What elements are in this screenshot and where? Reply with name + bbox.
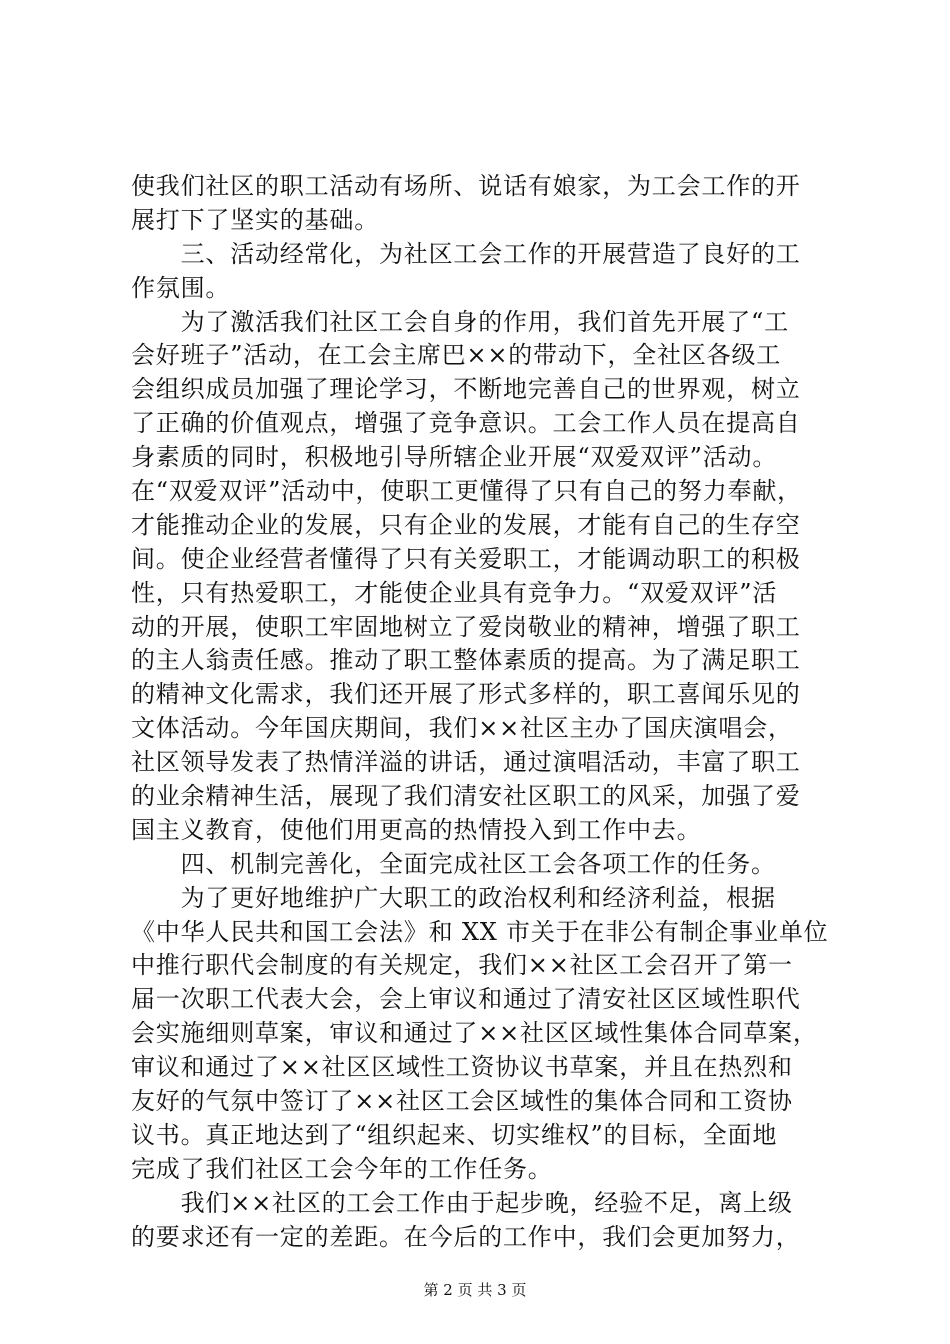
text-line: 才能推动企业的发展，只有企业的发展，才能有自己的生存空 — [131, 510, 801, 539]
page-number-footer: 第 2 页 共 3 页 — [423, 1281, 527, 1299]
text-line: 文体活动。今年国庆期间，我们××社区主办了国庆演唱会， — [131, 714, 793, 743]
text-line: 完成了我们社区工会今年的工作任务。 — [131, 1154, 553, 1183]
text-line: 使我们社区的职工活动有场所、说话有娘家，为工会工作的开 — [131, 172, 801, 200]
text-line: 性，只有热爱职工，才能使企业具有竞争力。“双爱双评”活 — [131, 578, 778, 607]
text-line: 的要求还有一定的差距。在今后的工作中，我们会更加努力， — [131, 1222, 801, 1251]
text-line: 议书。真正地达到了“组织起来、切实维权”的目标，全面地 — [131, 1120, 778, 1149]
body-text — [131, 170, 831, 1255]
text-line: 的精神文化需求，我们还开展了形式多样的，职工喜闻乐见的 — [131, 680, 801, 709]
text-line: 我们××社区的工会工作由于起步晚，经验不足，离上级 — [131, 1188, 793, 1217]
text-line: 中推行职代会制度的有关规定，我们××社区工会召开了第一 — [131, 951, 793, 980]
text-line: 社区领导发表了热情洋溢的讲话，通过演唱活动，丰富了职工 — [131, 748, 801, 777]
text-line: 会组织成员加强了理论学习，不断地完善自己的世界观，树立 — [131, 375, 801, 404]
text-line: 四、机制完善化，全面完成社区工会各项工作的任务。 — [131, 849, 776, 878]
text-line: 间。使企业经营者懂得了只有关爱职工，才能调动职工的积极 — [131, 544, 801, 573]
text-line: 审议和通过了××社区区域性工资协议书草案，并且在热烈和 — [131, 1053, 793, 1082]
text-line: 的主人翁责任感。推动了职工整体素质的提高。为了满足职工 — [131, 646, 801, 675]
text-line: 国主义教育，使他们用更高的热情投入到工作中去。 — [131, 815, 702, 844]
text-line: 《中华人民共和国工会法》和 XX 市关于在非公有制企事业单位 — [131, 917, 829, 946]
text-line: 身素质的同时，积极地引导所辖企业开展“双爱双评”活动。 — [131, 443, 778, 472]
text-line: 会实施细则草案，审议和通过了××社区区域性集体合同草案， — [131, 1019, 818, 1048]
text-line: 为了更好地维护广大职工的政治权利和经济利益，根据 — [131, 883, 776, 912]
text-line: 届一次职工代表大会，会上审议和通过了清安社区区域性职代 — [131, 985, 801, 1014]
text-line: 的业余精神生活，展现了我们清安社区职工的风采，加强了爱 — [131, 782, 801, 811]
text-line: 友好的气氛中签订了××社区工会区域性的集体合同和工资协 — [131, 1087, 793, 1116]
text-line: 在“双爱双评”活动中，使职工更懂得了只有自己的努力奉献， — [131, 477, 802, 506]
text-line: 三、活动经常化，为社区工会工作的开展营造了良好的工 — [131, 239, 801, 268]
text-line: 动的开展，使职工牢固地树立了爱岗敬业的精神，增强了职工 — [131, 612, 801, 641]
text-line: 了正确的价值观点，增强了竞争意识。工会工作人员在提高自 — [131, 409, 801, 438]
text-line: 为了激活我们社区工会自身的作用，我们首先开展了“工 — [131, 307, 789, 336]
text-line: 作氛围。 — [131, 273, 231, 302]
text-line: 会好班子”活动，在工会主席巴××的带动下，全社区各级工 — [131, 341, 782, 370]
text-line: 展打下了坚实的基础。 — [131, 205, 379, 234]
